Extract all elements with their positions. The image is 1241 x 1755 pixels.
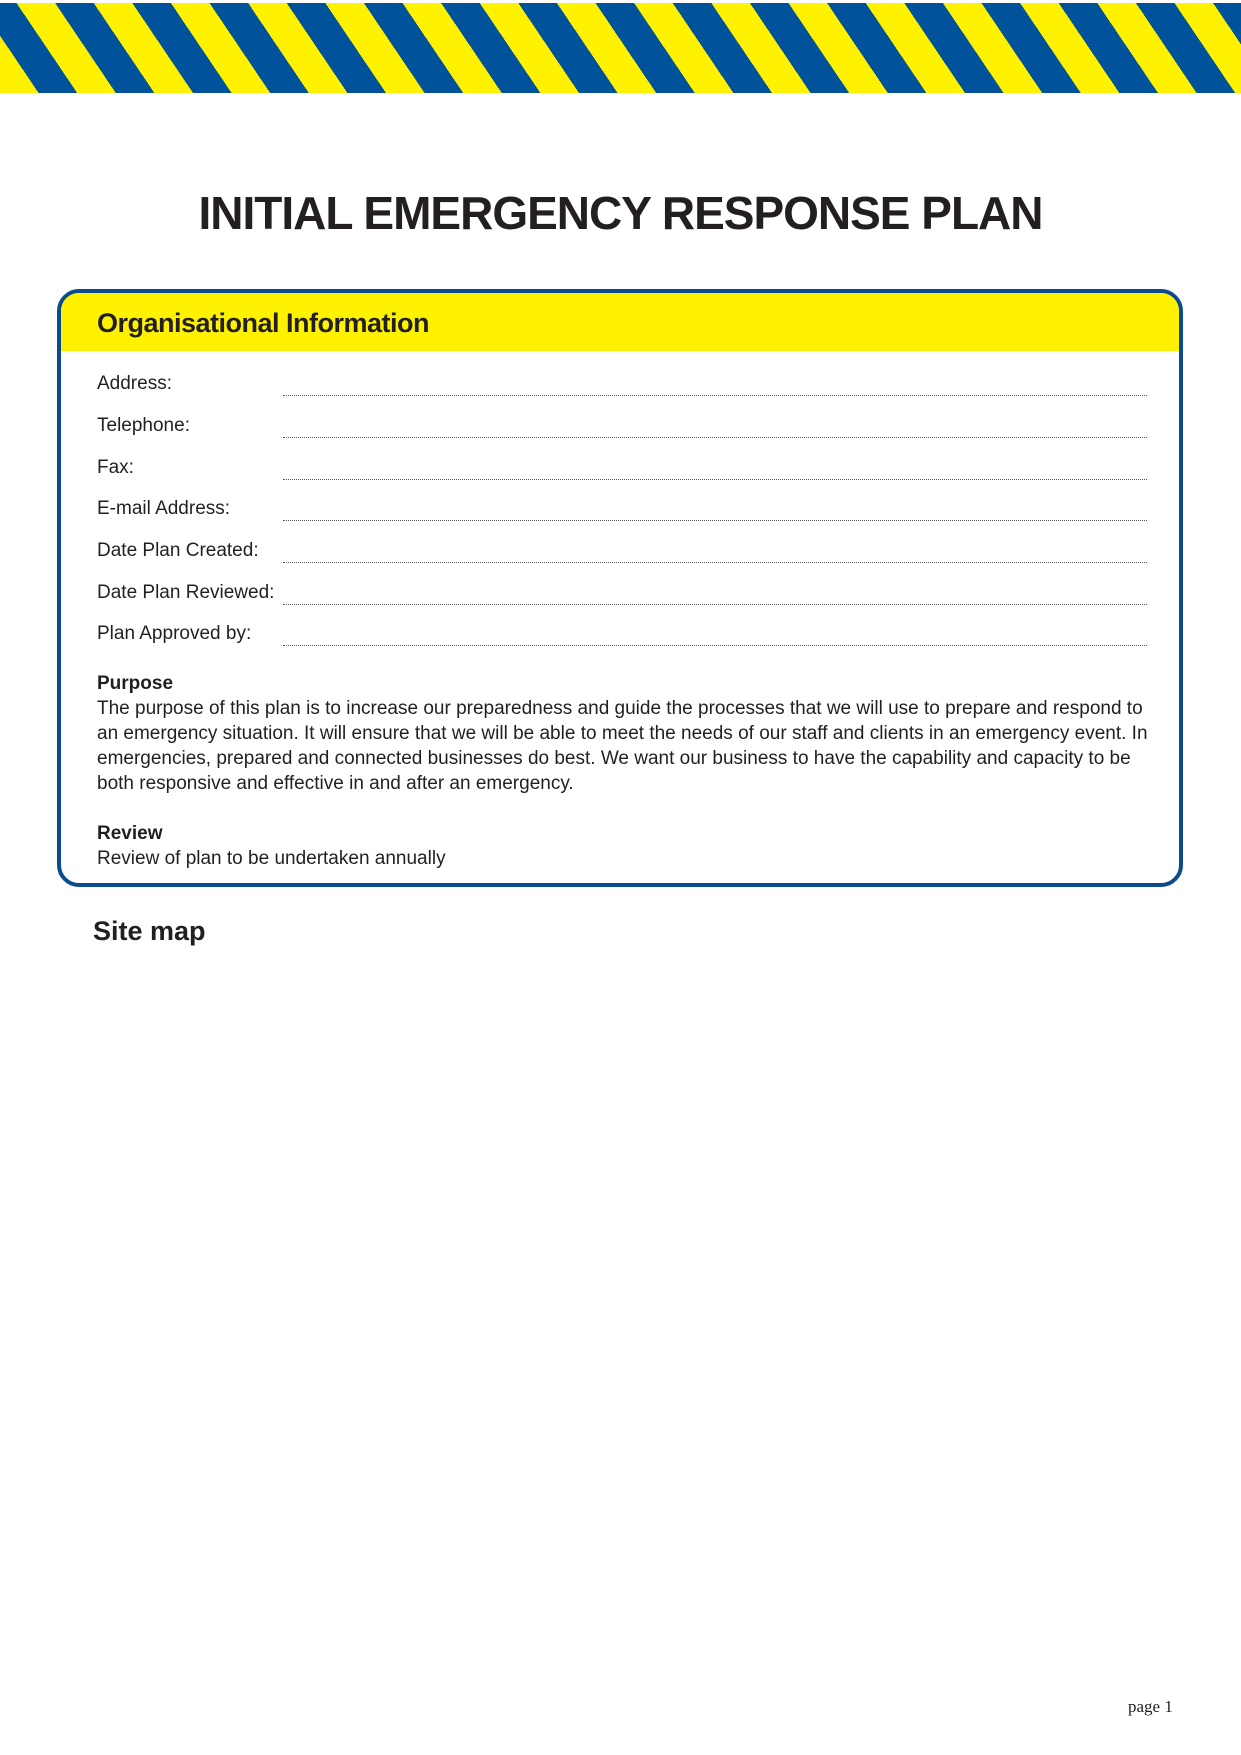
field-label: E-mail Address: [97,498,231,519]
field-label: Telephone: [97,415,190,436]
fax-field[interactable] [97,457,1147,487]
hazard-stripe-banner [0,3,1241,93]
fill-line[interactable] [283,395,1147,396]
date-created-field[interactable] [97,540,1147,570]
site-map-heading: Site map [93,916,206,946]
page-title: INITIAL EMERGENCY RESPONSE PLAN [198,187,1043,239]
fill-line[interactable] [283,520,1147,521]
field-label: Plan Approved by: [97,623,252,644]
fill-line[interactable] [283,645,1147,646]
address-field[interactable] [97,373,1147,403]
email-field[interactable] [97,498,1147,528]
purpose-text: The purpose of this plan is to increase our preparedness and guide the processes that we will use to prepare and respond to an emergency situation. It will ensure that we will be able to meet the needs of our staff and clients in an emergency event. In emergencies, prepared and connected businesses do best. We want our business to have the capability and capacity to be both responsive and effective in and after an emergency. [97,698,1148,794]
panel-heading: Organisational Information [97,308,430,338]
review-heading: Review [97,823,163,844]
fill-line[interactable] [283,479,1147,480]
date-reviewed-field[interactable] [97,582,1147,612]
purpose-heading: Purpose [97,673,174,694]
page-number: page 1 [1128,1697,1173,1716]
approved-by-field[interactable] [97,623,1147,653]
telephone-field[interactable] [97,415,1147,445]
panel-header [61,293,1179,351]
fill-line[interactable] [283,437,1147,438]
organisational-information-panel [57,289,1183,887]
review-text: Review of plan to be undertaken annually [97,848,446,869]
fill-line[interactable] [283,562,1147,563]
field-label: Address: [97,373,172,394]
fill-line[interactable] [283,604,1147,605]
field-label: Fax: [97,457,134,478]
field-label: Date Plan Created: [97,540,259,561]
field-label: Date Plan Reviewed: [97,582,275,603]
